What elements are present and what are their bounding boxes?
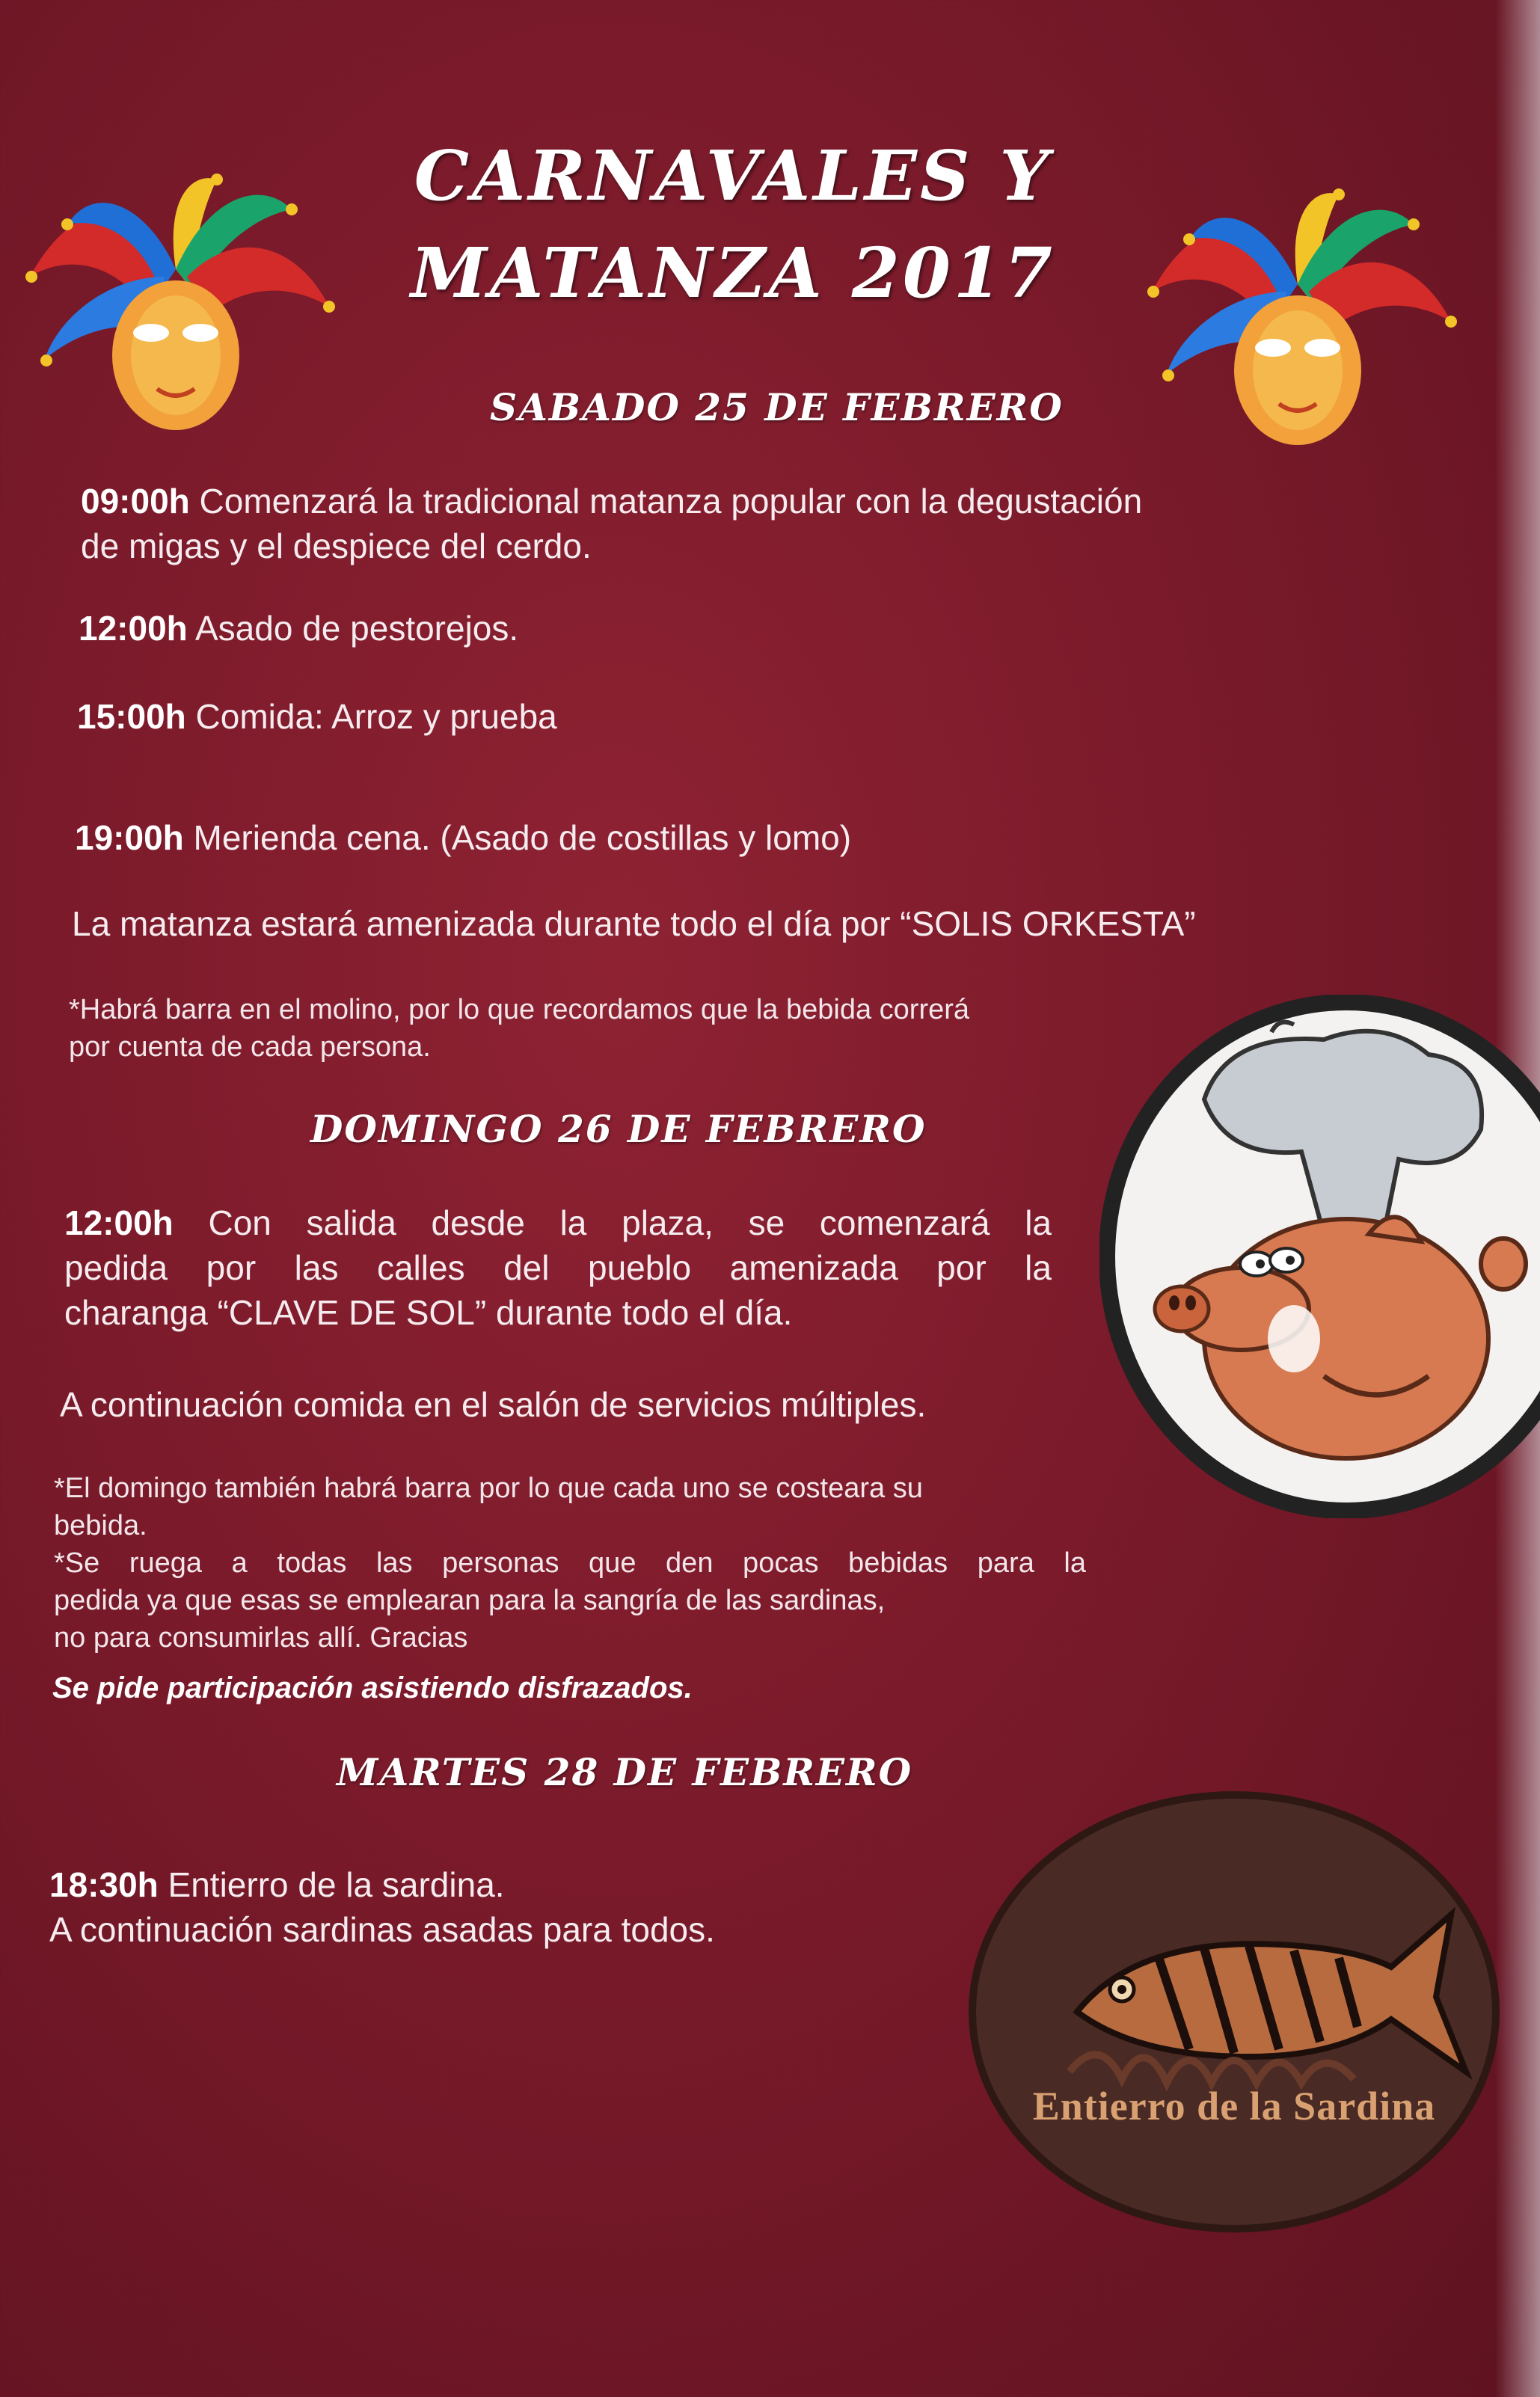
sardina-badge-label: Entierro de la Sardina xyxy=(1032,2084,1436,2129)
item-time: 18:30h xyxy=(49,1865,159,1904)
item-text-cont: pedida por las calles del pueblo amenizada por la xyxy=(64,1248,1052,1287)
note-line: no para consumirlas allí. Gracias xyxy=(54,1622,468,1654)
sunday-heading: DOMINGO 26 DE FEBRERO xyxy=(310,1107,927,1151)
note-line: *Se ruega a todas las personas que den pocas bebidas para la xyxy=(54,1547,1086,1579)
item-text: Merienda cena. (Asado de costillas y lomo) xyxy=(193,818,852,857)
saturday-item-1500 xyxy=(77,694,557,739)
item-text: Entierro de la sardina. xyxy=(168,1865,505,1904)
item-time: 12:00h xyxy=(64,1203,174,1242)
sunday-lunch: A continuación comida en el salón de servicios múltiples. xyxy=(60,1385,927,1424)
page-title xyxy=(359,127,1107,322)
item-time: 19:00h xyxy=(75,818,184,857)
item-text: Con salida desde la plaza, se comenzará la xyxy=(208,1203,1052,1242)
saturday-item-0900 xyxy=(81,479,1352,568)
note-line: *Habrá barra en el molino, por lo que recordamos que la bebida correrá xyxy=(69,994,970,1025)
item-time: 15:00h xyxy=(77,697,186,736)
jester-mask-icon xyxy=(15,165,337,434)
sunday-notes xyxy=(54,1470,1161,1657)
sardine-fish-icon xyxy=(965,1787,1503,2236)
title-line-1: CARNAVALES Y xyxy=(414,135,1052,216)
note-line: *El domingo también habrá barra por lo que cada uno se costeara su xyxy=(54,1473,923,1504)
saturday-item-1900 xyxy=(75,815,851,860)
tuesday-heading: MARTES 28 DE FEBRERO xyxy=(337,1750,913,1794)
item-text: Comida: Arroz y prueba xyxy=(195,697,557,736)
jester-mask-icon xyxy=(1137,179,1458,449)
costume-note: Se pide participación asistiendo disfrazados. xyxy=(52,1672,693,1704)
item-text-cont: A continuación sardinas asadas para todos. xyxy=(49,1910,715,1949)
sardina-badge xyxy=(965,1787,1503,2236)
item-time: 09:00h xyxy=(81,482,190,521)
saturday-heading: SABADO 25 DE FEBRERO xyxy=(490,385,1064,429)
note-line: por cuenta de cada persona. xyxy=(69,1031,431,1063)
saturday-music: La matanza estará amenizada durante todo el día por “SOLIS ORKESTA” xyxy=(72,904,1196,943)
sunday-item-1200 xyxy=(64,1200,1052,1335)
saturday-item-1200 xyxy=(79,606,518,651)
tuesday-item-1830 xyxy=(49,1862,715,1952)
item-text-cont: charanga “CLAVE DE SOL” durante todo el día. xyxy=(64,1293,793,1332)
title-line-2: MATANZA 2017 xyxy=(411,233,1055,313)
pig-chef-icon xyxy=(1099,995,1540,1518)
item-text: Asado de pestorejos. xyxy=(195,609,519,648)
item-time: 12:00h xyxy=(79,609,188,648)
item-text: Comenzará la tradicional matanza popular con la degustación xyxy=(199,482,1143,521)
item-text-cont: de migas y el despiece del cerdo. xyxy=(81,527,592,565)
saturday-note xyxy=(69,991,1191,1066)
note-line: bebida. xyxy=(54,1510,147,1541)
note-line: pedida ya que esas se emplearan para la sangría de las sardinas, xyxy=(54,1585,886,1616)
